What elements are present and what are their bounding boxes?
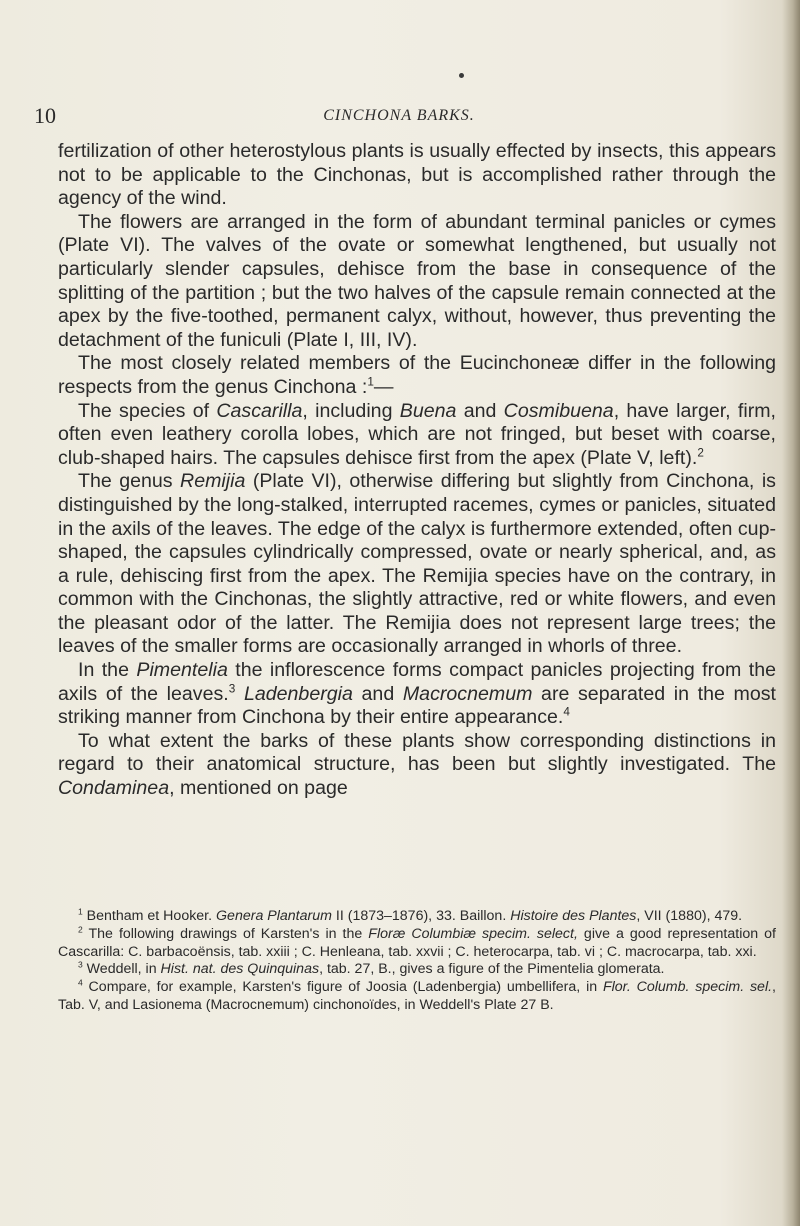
text-run: the inflorescence forms compact panicles projecting from the axils of the leaves. [58,659,777,705]
footnote-4 [58,979,776,1015]
genus-name: Cascarilla [216,399,303,422]
paragraph-6 [58,659,776,730]
paragraph-4 [58,400,776,471]
text-run: (Plate VI), otherwise differing but slightly from Cinchona, is distinguished by the long-stalked, interrupted racemes, cymes or panicles, situated in the axils of the leaves. The edge of the calyx is furthermore extended, often cup-shaped, the capsules cylindrically compressed, ovate or nearly spherical, and, as a rule, dehiscing first from the apex. The Remijia species have on the contrary, in common with the Cinchonas, the slightly attractive, red or white flowers, and even the pleasant odor of the latter. The Remijia does not represent large trees; the leaves of the smaller forms are occasionally arranged in whorls of three. [58,470,776,658]
printer-mark [459,73,464,78]
work-title: Histoire des Plantes [510,908,637,924]
genus-name: Macrocnemum [402,682,533,705]
footnotes [58,908,776,1015]
genus-name: Condaminea [58,777,170,800]
footnote-3 [58,961,776,979]
footnote-number: 4 [78,977,83,988]
text-run: The species of [78,399,217,422]
footnote-ref-4[interactable]: 4 [563,705,570,719]
text-run: , tab. 27, B., gives a figure of the Pimentelia glomerata. [319,961,665,978]
text-run: are separated in the most striking manner from Cinchona by their entire appearance. [58,682,776,729]
page-edge-shadow [782,0,800,1226]
text-run: and [352,682,403,705]
work-title: Flor. Columb. specim. sel. [602,979,773,996]
text-run: and [456,399,504,422]
footnote-2 [58,926,776,962]
text-run: Compare, for example, Karsten's figure of Joosia (Ladenbergia) umbellifera, in [82,979,603,996]
paragraph-3-text: The most closely related members of the Eucinchoneæ differ in the following respects from the genus Cinchona : [58,352,776,398]
footnote-number: 3 [78,959,83,970]
paragraph-5 [58,470,776,659]
text-run: , mentioned on page [169,777,348,800]
footnote-number: 2 [78,924,83,935]
text-run: To what extent the barks of these plants show corresponding distinctions in regard to their anatomical structure, has been but slightly investigated. The [58,729,776,776]
running-head: CINCHONA BARKS. [323,107,475,124]
paragraph-2: The flowers are arranged in the form of abundant terminal panicles or cymes (Plate VI). The valves of the ovate or somewhat lengthened, but usually not particularly slender capsules, dehisce from the base in consequence of the splitting of the partition ; but the two halves of the capsule remain connected at the apex by the five-toothed, permanent calyx, without, however, thus preventing the detachment of the funiculi (Plate I, III, IV). [58,210,776,351]
page-header [34,103,764,133]
work-title: Genera Plantarum [216,908,332,924]
text-run: give a good representation of Cascarilla: C. barbacoënsis, tab. xxiii ; C. Henleana, tab. xxvii ; C. heterocarpa, tab. vi ; C. macrocarpa, tab. xxi. [58,925,776,960]
text-run: In the [78,659,137,682]
text-run: The following drawings of Karsten's in the [82,925,369,942]
footnote-ref-3[interactable]: 3 [228,682,236,696]
footnote-number: 1 [78,906,83,917]
text-run: Bentham et Hooker. [82,908,217,924]
genus-name: Remijia [180,470,246,493]
footnote-1 [58,908,776,926]
paragraph-7 [58,730,776,801]
text-run: , VII (1880), 479. [636,908,743,924]
text-run: The genus [78,470,181,493]
text-run: , have larger, firm, often even leathery corolla lobes, which are not fringed, but beset with coarse, club-shaped hairs. The capsules dehisce first from the apex (Plate V, left). [58,399,776,469]
main-text [58,140,776,801]
page-number: 10 [34,103,56,128]
paragraph-3 [58,352,776,399]
text-run [235,683,244,705]
genus-name: Ladenbergia [243,682,353,705]
text-run: , including [302,399,400,422]
text-run: Weddell, in [82,961,161,978]
genus-name: Cosmibuena [503,399,614,422]
text-run: , Tab. V, and Lasionema (Macrocnemum) cinchonoïdes, in Weddell's Plate 27 B. [58,979,776,1013]
footnote-ref-1[interactable]: 1 [367,375,374,389]
work-title: Hist. nat. des Quinquinas [160,961,320,978]
footnote-ref-2[interactable]: 2 [697,446,704,460]
paragraph-3-dash: — [373,375,394,398]
work-title: Floræ Columbiæ specim. select, [368,925,578,942]
paragraph-1: fertilization of other heterostylous plants is usually effected by insects, this appears not to be applicable to the Cinchonas, but is accomplished rather through the agency of the wind. [58,140,776,210]
genus-name: Pimentelia [136,659,228,682]
text-run: II (1873–1876), 33. Baillon. [331,908,511,924]
genus-name: Buena [399,399,457,422]
